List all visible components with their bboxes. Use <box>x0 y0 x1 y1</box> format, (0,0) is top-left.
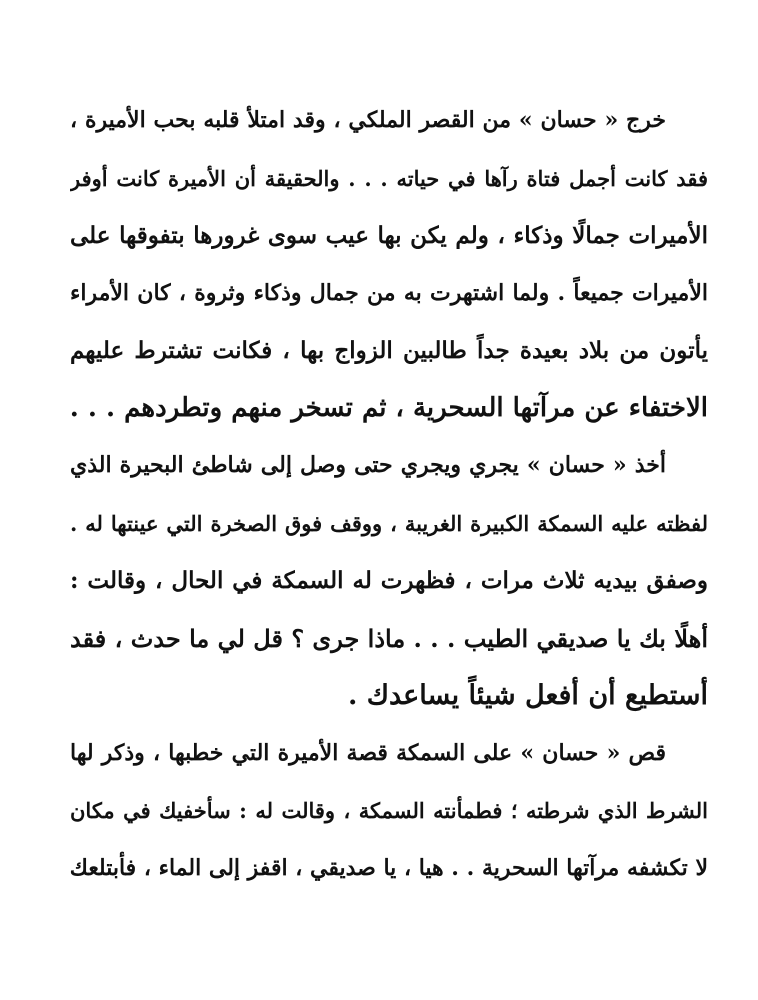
paragraph-1-line-4: الأميرات جميعاً . ولما اشتهرت به من جمال وذكاء وثروة ، كان الأمراء <box>70 279 708 306</box>
page-text <box>70 92 708 897</box>
paragraph-2-line-1: أخذ « حسان » يجري ويجري حتى وصل إلى شاطئ البحيرة الذي <box>70 452 666 478</box>
paragraph-1-line-2: فقد كانت أجمل فتاة رآها في حياته . . . والحقيقة أن الأميرة كانت أوفر <box>70 165 708 191</box>
paragraph-1-line-1: خرج « حسان » من القصر الملكي ، وقد امتلأ قلبه بحب الأميرة ، <box>70 107 666 133</box>
paragraph-3-line-1: قص « حسان » على السمكة قصة الأميرة التي خطبها ، وذكر لها <box>70 739 666 766</box>
paragraph-3-line-3: لا تكشفه مرآتها السحرية . . هيا ، يا صديقي ، اقفز إلى الماء ، فأبتلعك <box>70 854 708 881</box>
paragraph-1-line-5: يأتون من بلاد بعيدة جداً طالبين الزواج بها ، فكانت تشترط عليهم <box>70 337 708 364</box>
paragraph-2-line-5: أستطيع أن أفعل شيئاً يساعدك . <box>347 680 708 711</box>
paragraph-2-line-4: أهلًا بك يا صديقي الطيب . . . ماذا جرى ؟ قل لي ما حدث ، فقد <box>70 623 708 653</box>
paragraph-2-line-3: وصفق بيديه ثلاث مرات ، فظهرت له السمكة في الحال ، وقالت : <box>70 567 708 594</box>
paragraph-3-line-2: الشرط الذي شرطته ؛ فطمأنته السمكة ، وقالت له : سأخفيك في مكان <box>70 798 708 823</box>
paragraph-2-line-2: لفظته عليه السمكة الكبيرة الغريبة ، ووقف فوق الصخرة التي عينتها له . <box>70 510 708 536</box>
paragraph-1-line-3: الأميرات جمالًا وذكاء ، ولم يكن بها عيب سوى غرورها بتفوقها على <box>70 222 708 249</box>
paragraph-1-line-6: الاختفاء عن مرآتها السحرية ، ثم تسخر منهم وتطردهم . . . <box>70 392 708 423</box>
